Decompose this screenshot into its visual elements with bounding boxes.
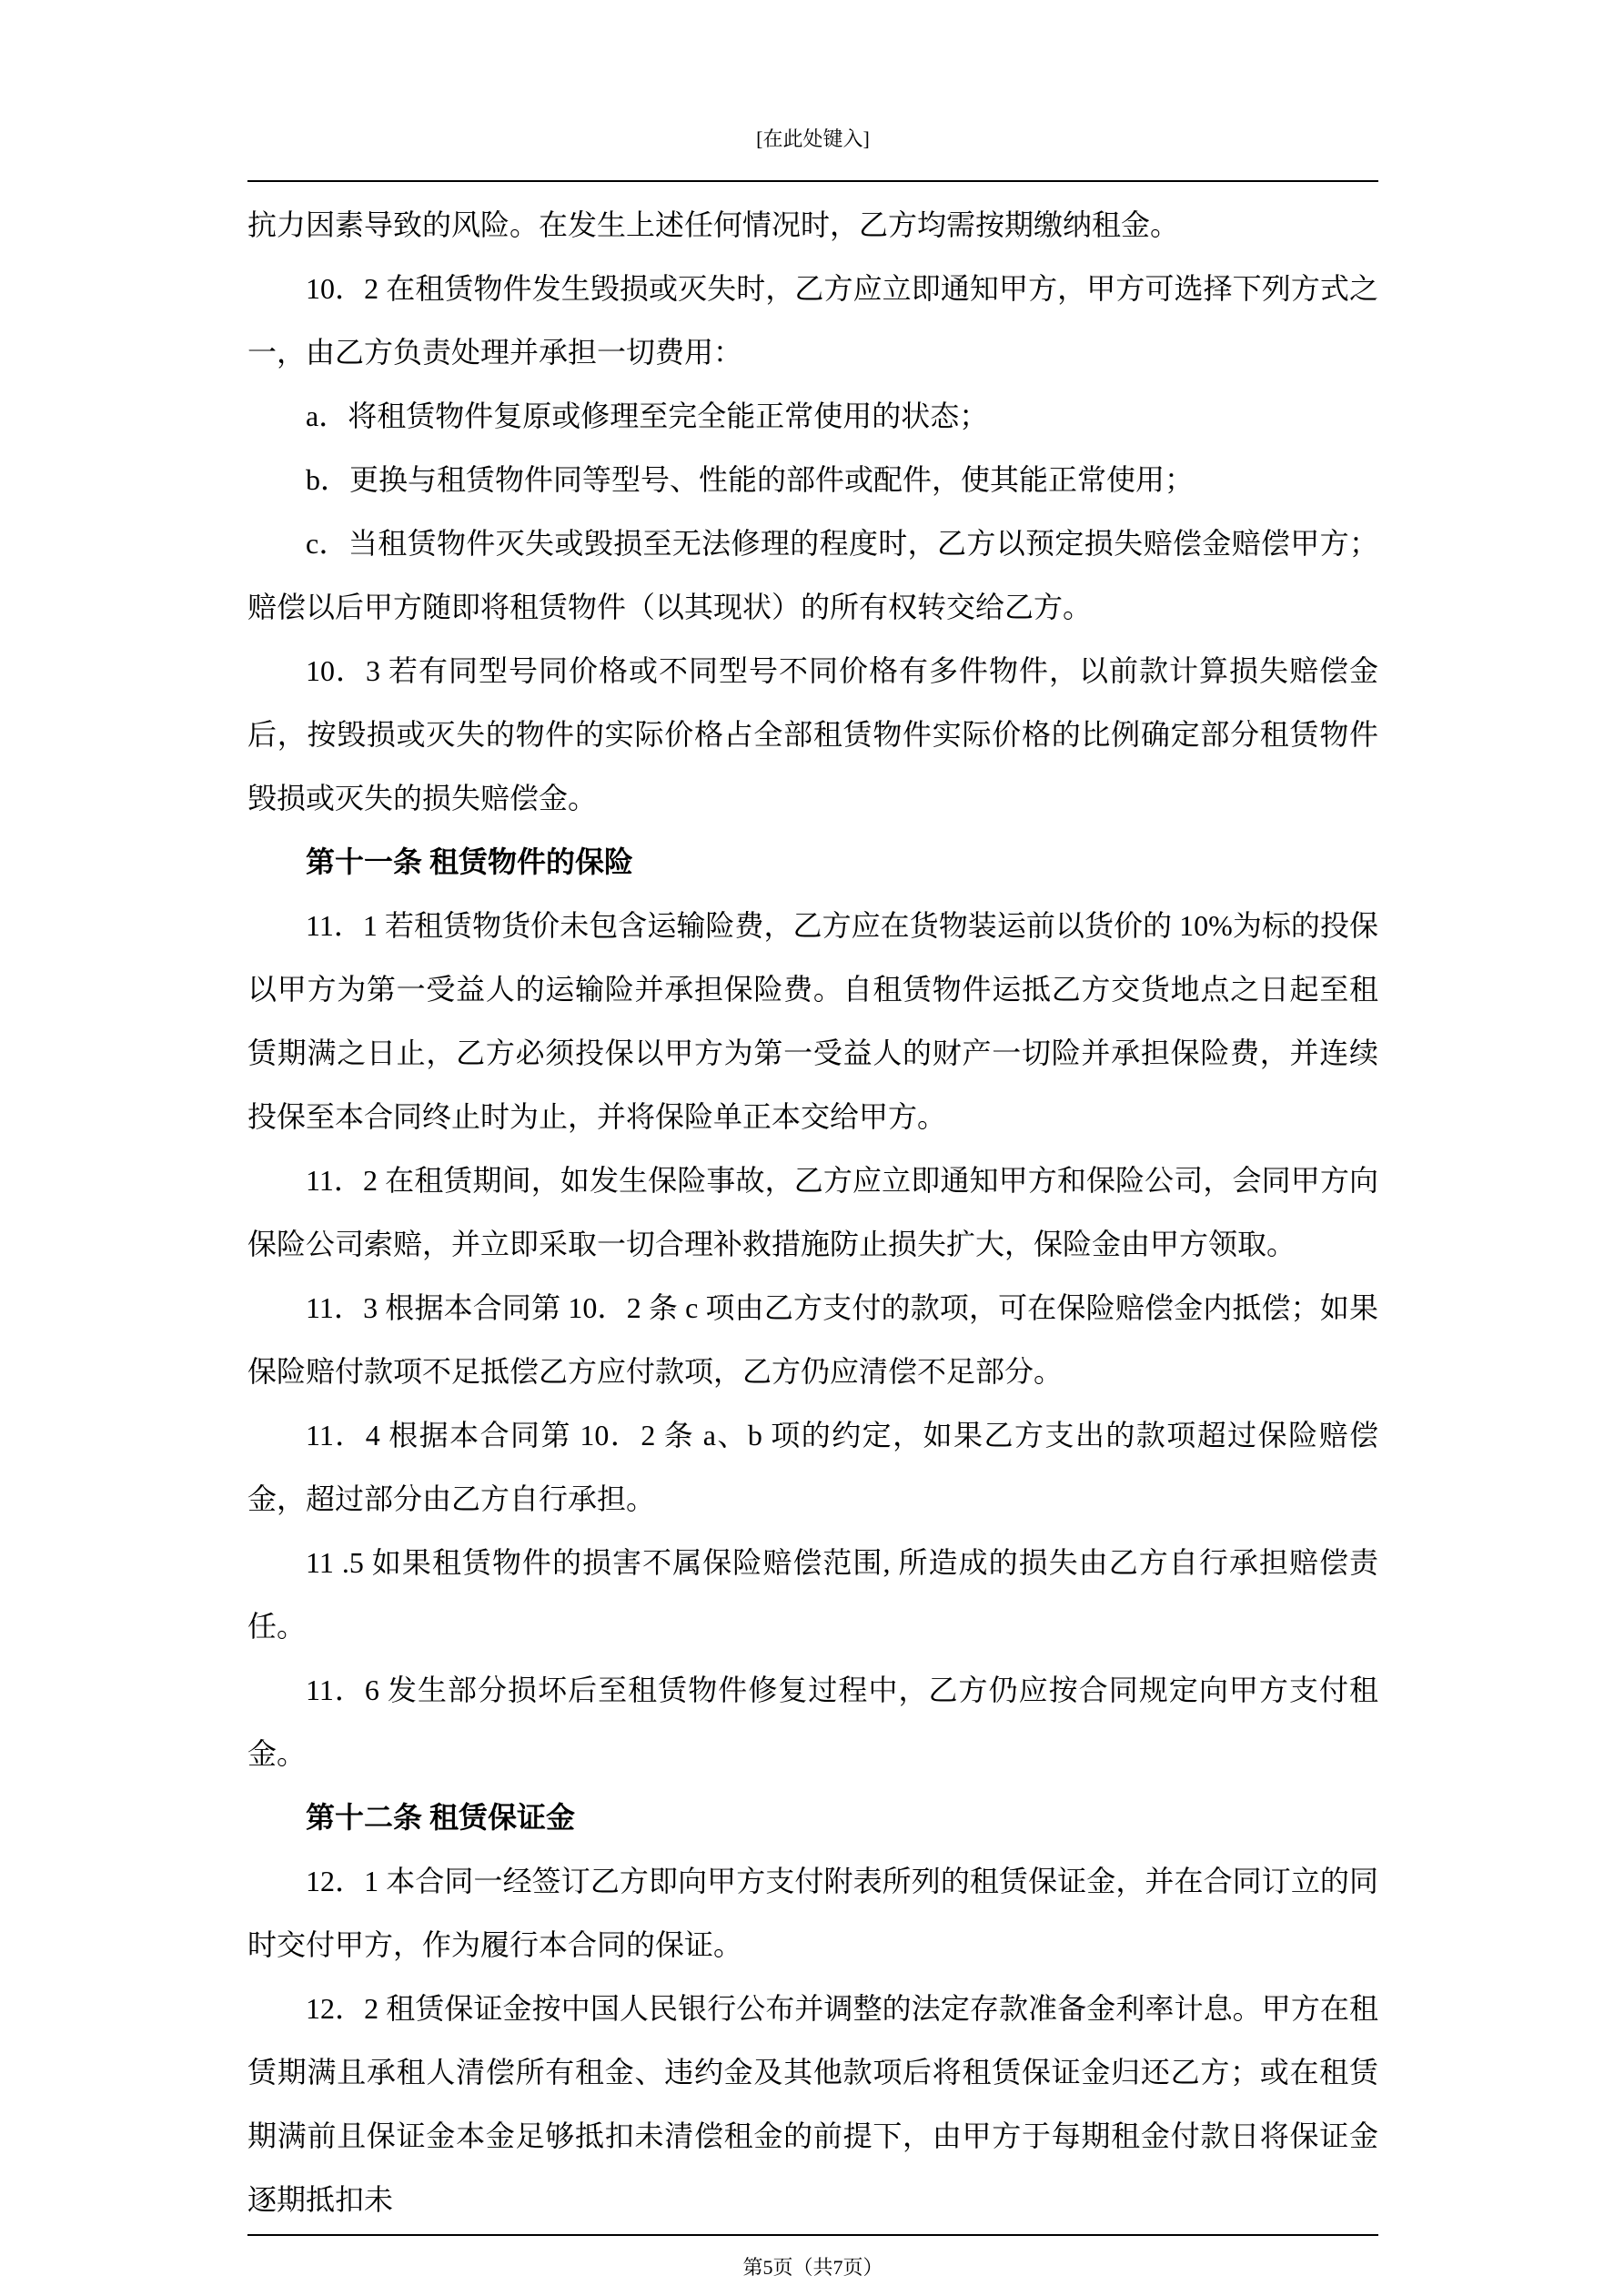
paragraph: c．当租赁物件灭失或毁损至无法修理的程度时，乙方以预定损失赔偿金赔偿甲方；赔偿以后甲方随即将租赁物件（以其现状）的所有权转交给乙方。: [247, 527, 1378, 623]
paragraph: 11．2 在租赁期间，如发生保险事故，乙方应立即通知甲方和保险公司，会同甲方向保险公司索赔，并立即采取一切合理补救措施防止损失扩大，保险金由甲方领取。: [247, 1164, 1378, 1260]
paragraph: 11．1 若租赁物货价未包含运输险费，乙方应在货物装运前以货价的 10%为标的投保以甲方为第一受益人的运输险并承担保险费。自租赁物件运抵乙方交货地点之日起至租赁期满之日止，乙方必须投保以甲方为第一受益人的财产一切险并承担保险费，并连续投保至本合同终止时为止，并将保险单正本交给甲方。: [247, 909, 1378, 1133]
paragraph: 11．3 根据本合同第 10．2 条 c 项由乙方支付的款项，可在保险赔偿金内抵偿；如果保险赔付款项不足抵偿乙方应付款项，乙方仍应清偿不足部分。: [247, 1291, 1378, 1388]
page-header: [在此处键入]: [247, 126, 1378, 182]
paragraph: a．将租赁物件复原或修理至完全能正常使用的状态；: [306, 400, 989, 432]
document-body: [247, 193, 1378, 2231]
page-footer: 第5页（共7页）: [247, 2234, 1378, 2281]
paragraph: 11．4 根据本合同第 10．2 条 a、b 项的约定，如果乙方支出的款项超过保险赔偿金，超过部分由乙方自行承担。: [247, 1419, 1378, 1515]
paragraph: 12．1 本合同一经签订乙方即向甲方支付附表所列的租赁保证金，并在合同订立的同时交付甲方，作为履行本合同的保证。: [247, 1865, 1378, 1961]
paragraph: 10．2 在租赁物件发生毁损或灭失时，乙方应立即通知甲方，甲方可选择下列方式之一，由乙方负责处理并承担一切费用：: [247, 272, 1378, 369]
paragraph: 12．2 租赁保证金按中国人民银行公布并调整的法定存款准备金利率计息。甲方在租赁期满且承租人清偿所有租金、违约金及其他款项后将租赁保证金归还乙方；或在租赁期满前且保证金本金足够抵扣未清偿租金的前提下，由甲方于每期租金付款日将保证金逐期抵扣未: [247, 1992, 1378, 2216]
paragraph: b．更换与租赁物件同等型号、性能的部件或配件，使其能正常使用；: [306, 463, 1195, 496]
paragraph: 抗力因素导致的风险。在发生上述任何情况时，乙方均需按期缴纳租金。: [247, 208, 1180, 241]
paragraph: 10．3 若有同型号同价格或不同型号不同价格有多件物件，以前款计算损失赔偿金后，按毁损或灭失的物件的实际价格占全部租赁物件实际价格的比例确定部分租赁物件毁损或灭失的损失赔偿金。: [247, 654, 1378, 814]
section-heading: 第十二条 租赁保证金: [306, 1801, 576, 1834]
paragraph: 11 .5 如果租赁物件的损害不属保险赔偿范围, 所造成的损失由乙方自行承担赔偿责任。: [247, 1546, 1378, 1643]
section-heading: 第十一条 租赁物件的保险: [306, 845, 634, 878]
paragraph: 11．6 发生部分损坏后至租赁物件修复过程中，乙方仍应按合同规定向甲方支付租金。: [247, 1674, 1378, 1770]
